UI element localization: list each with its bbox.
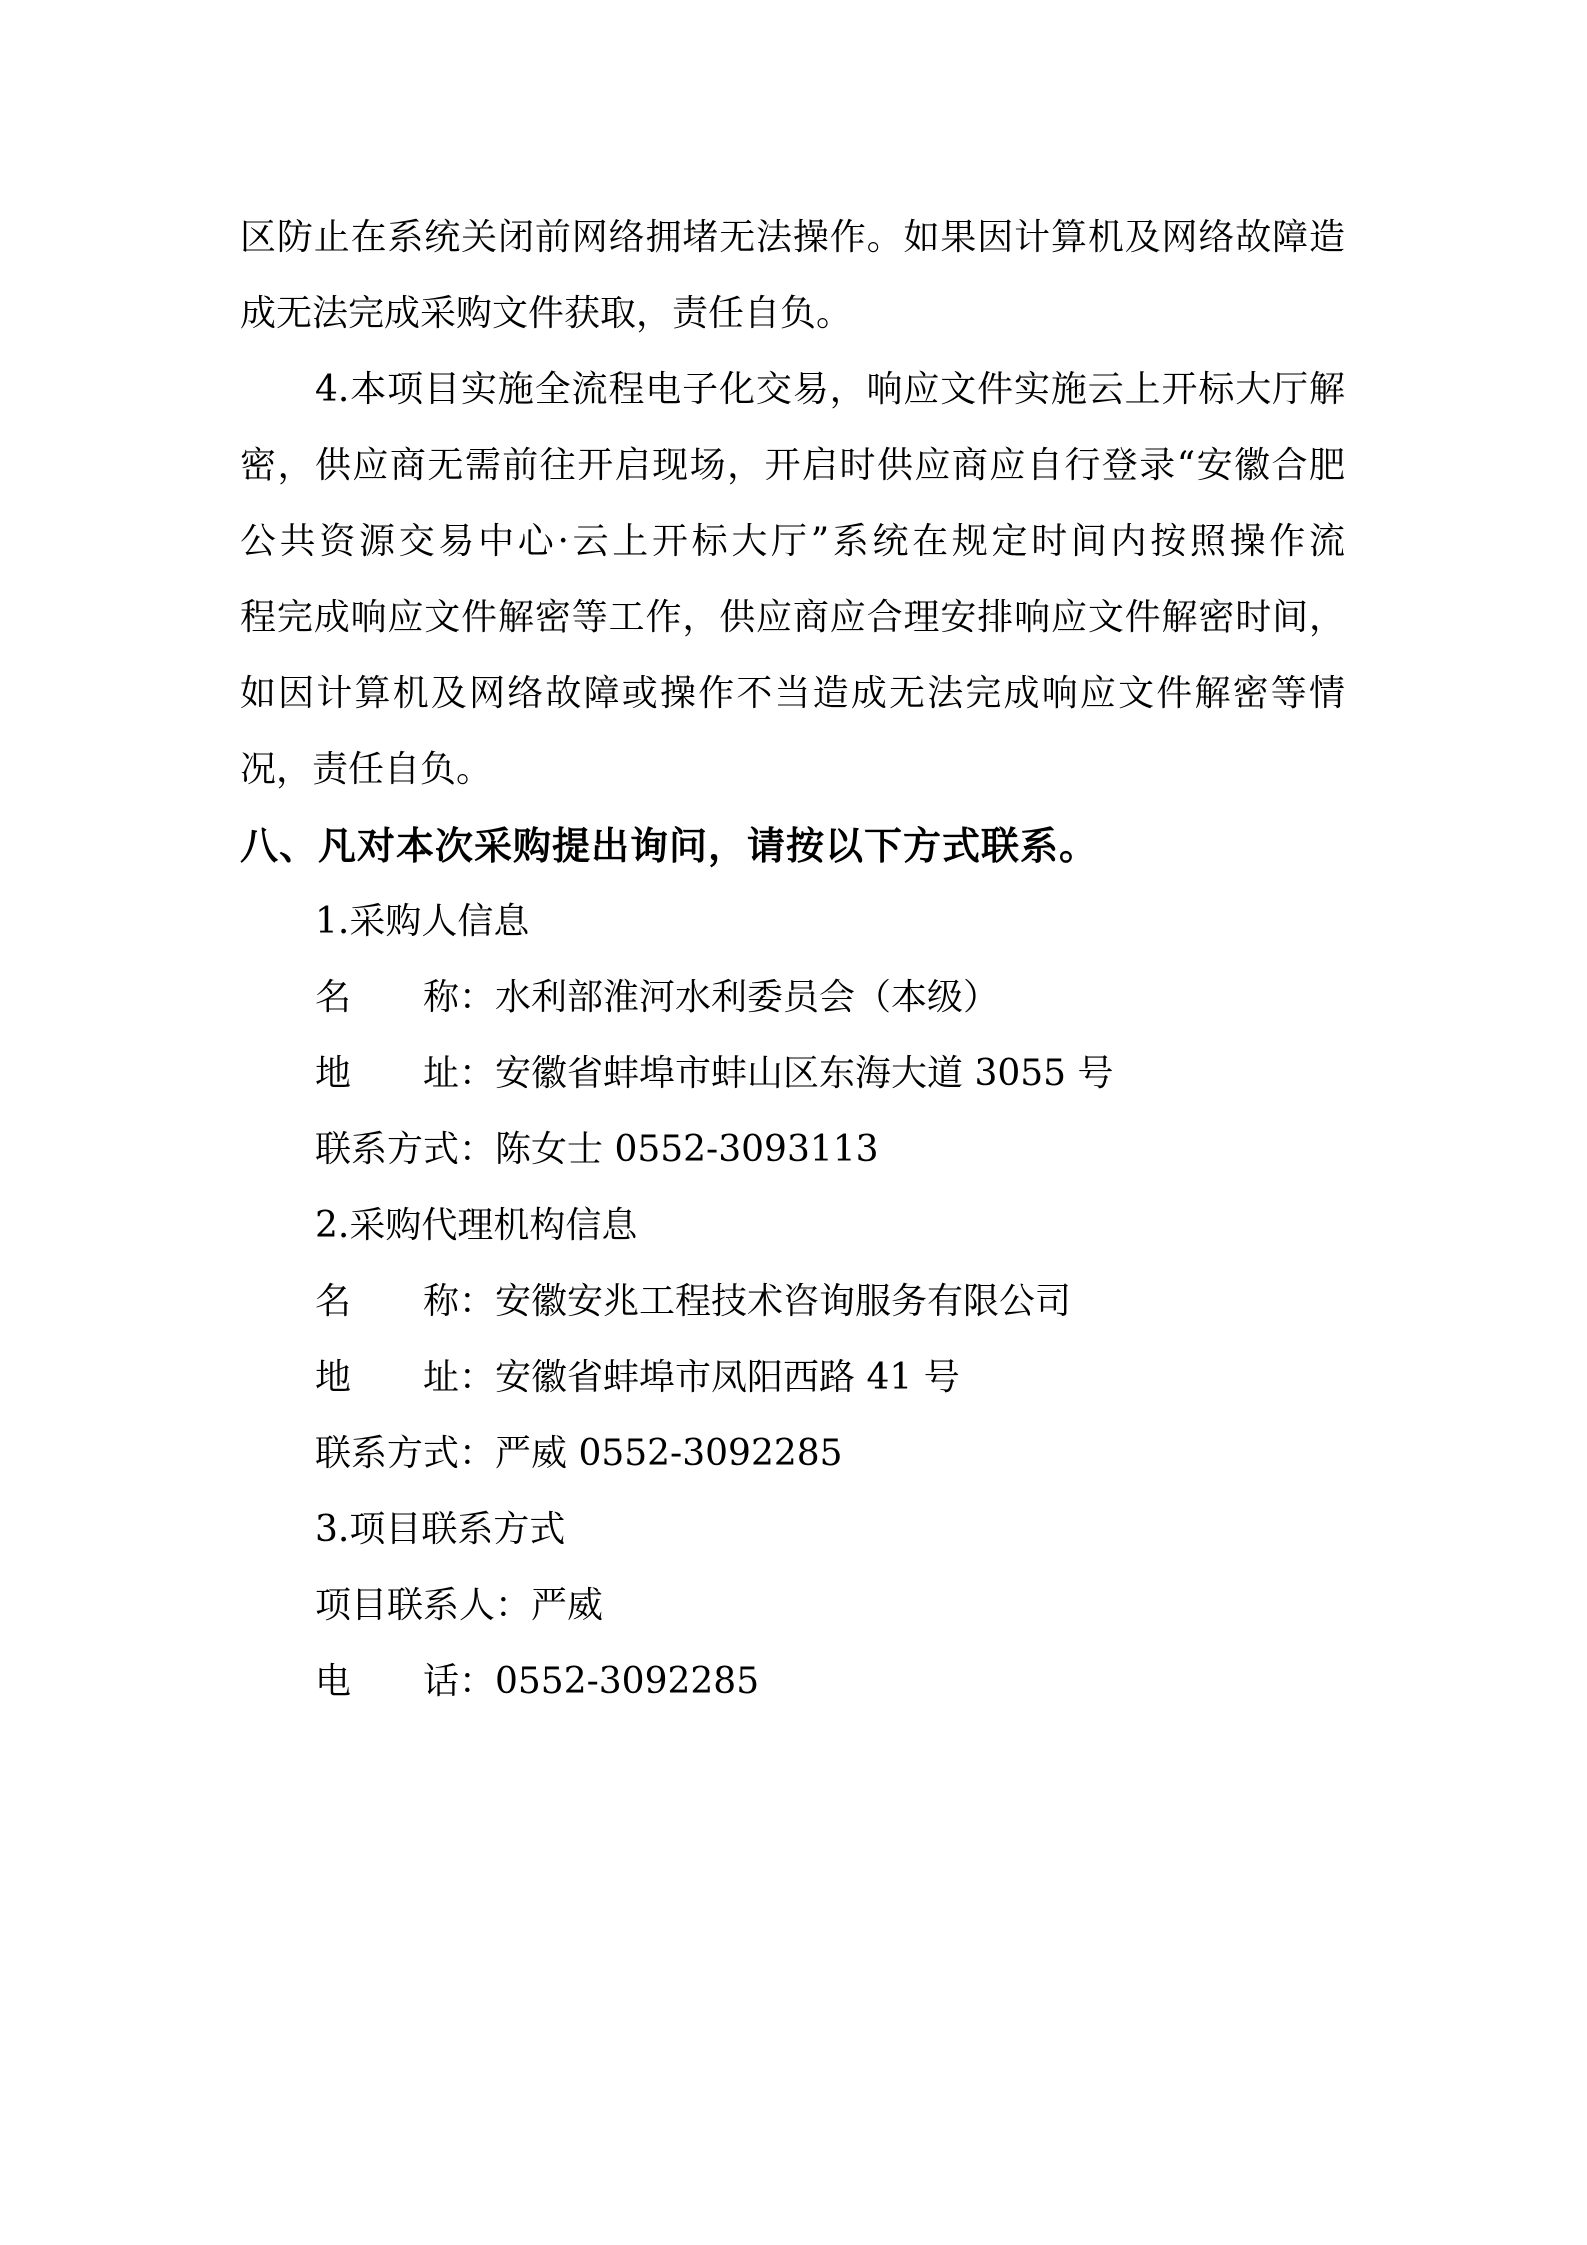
body-line: 成无法完成采购文件获取，责任自负。 [240,293,853,334]
purchaser-info-block [240,884,1345,1188]
purchaser-address-line: 地 址：安徽省蚌埠市蚌山区东海大道 3055 号 [315,1053,1114,1094]
project-contact-title: 3.项目联系方式 [315,1509,566,1550]
body-line: 公共资源交易中心·云上开标大厅”系统在规定时间内按照操作流 [240,521,1345,562]
body-line: 况，责任自负。 [240,749,493,790]
body-line: 程完成响应文件解密等工作，供应商应合理安排响应文件解密时间， [240,597,1345,638]
project-contact-person-line: 项目联系人：严威 [315,1585,604,1626]
document-content [240,200,1345,1720]
agency-name-line: 名 称：安徽安兆工程技术咨询服务有限公司 [315,1281,1072,1322]
purchaser-info-title: 1.采购人信息 [315,901,530,942]
paragraph-item-4 [240,352,1345,808]
purchaser-name-line: 名 称：水利部淮河水利委员会（本级） [315,977,1000,1018]
agency-info-title: 2.采购代理机构信息 [315,1205,638,1246]
body-line: 密，供应商无需前往开启现场，开启时供应商应自行登录“安徽合肥 [240,445,1345,486]
agency-contact-line: 联系方式：严威 0552-3092285 [315,1433,843,1474]
agency-address-line: 地 址：安徽省蚌埠市凤阳西路 41 号 [315,1357,960,1398]
body-line: 如因计算机及网络故障或操作不当造成无法完成响应文件解密等情 [240,673,1345,714]
agency-info-block [240,1188,1345,1492]
project-phone-line: 电 话：0552-3092285 [315,1661,760,1702]
section-8-heading: 八、凡对本次采购提出询问，请按以下方式联系。 [240,824,1099,868]
purchaser-contact-line: 联系方式：陈女士 0552-3093113 [315,1129,879,1170]
paragraph-continuation [240,200,1345,352]
project-contact-block [240,1492,1345,1720]
body-line: 区防止在系统关闭前网络拥堵无法操作。如果因计算机及网络故障造 [240,217,1345,258]
body-line: 4.本项目实施全流程电子化交易，响应文件实施云上开标大厅解 [315,369,1345,410]
